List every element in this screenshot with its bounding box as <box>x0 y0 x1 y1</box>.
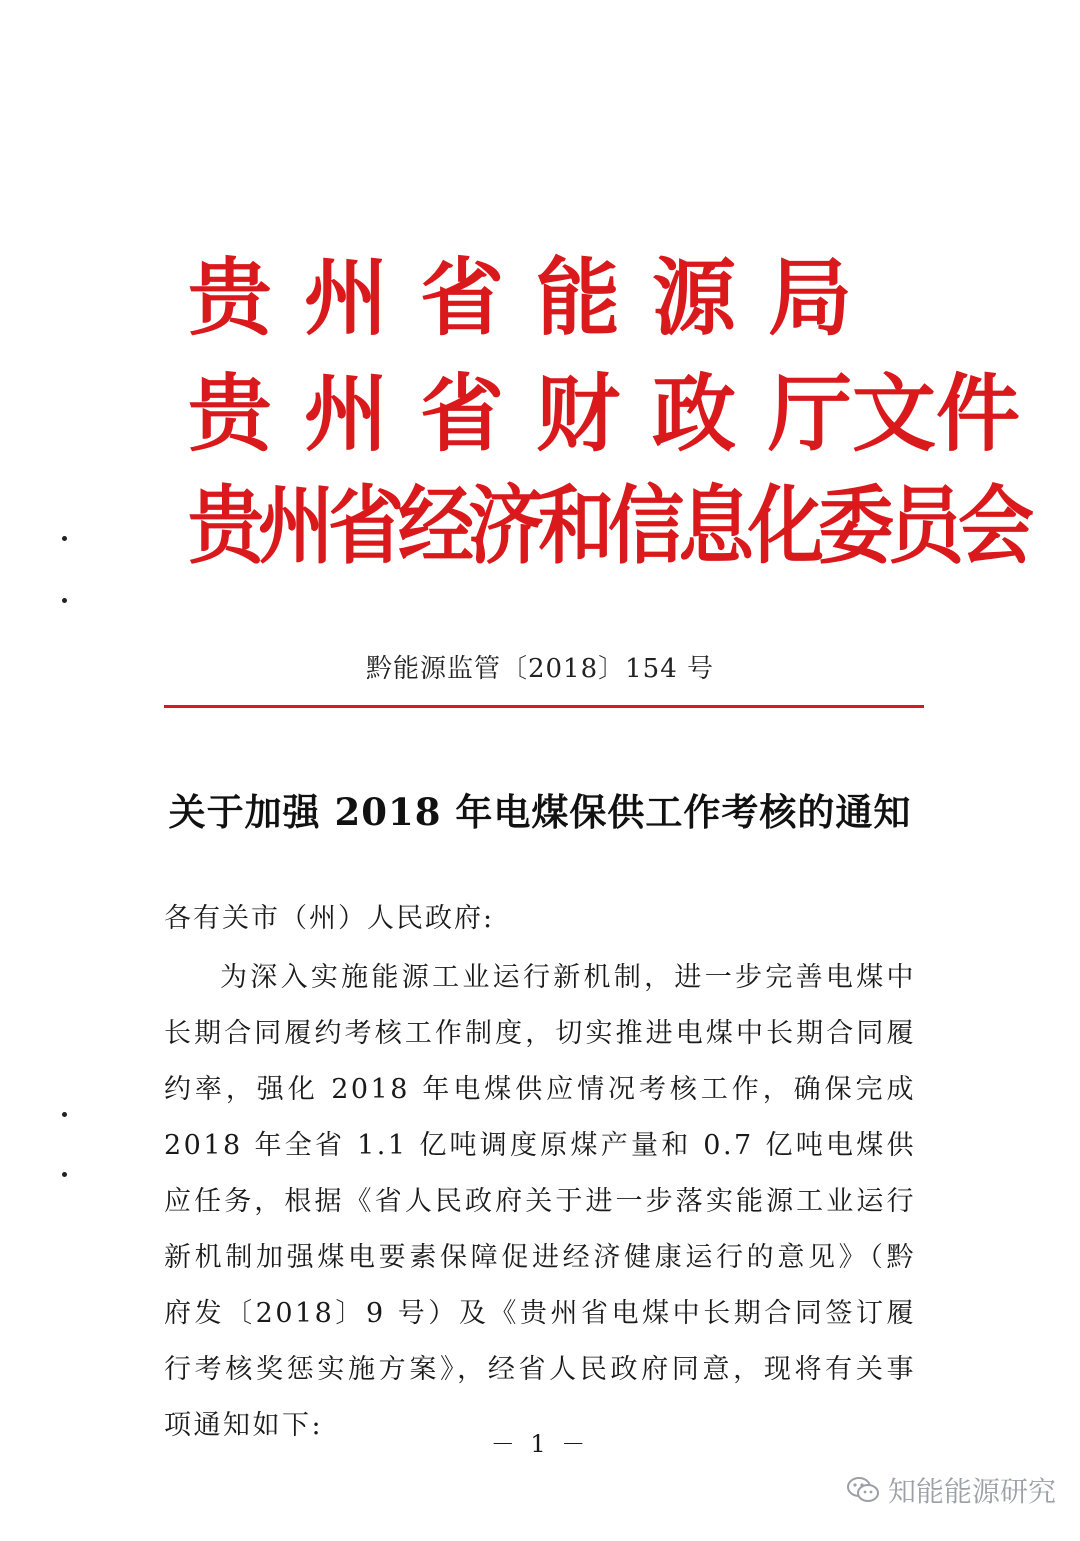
salutation: 各有关市（州）人民政府: <box>164 903 495 934</box>
issuer-document-suffix: 厅文件 <box>768 364 1021 463</box>
issuer-line-finance-department <box>188 364 1021 463</box>
binding-mark <box>62 1172 67 1177</box>
binding-mark <box>62 1112 67 1117</box>
binding-mark <box>62 536 67 541</box>
watermark <box>846 1470 1056 1510</box>
issuer-finance-name: 贵州省财政 <box>188 364 769 463</box>
binding-mark <box>62 598 67 603</box>
document-title: 关于加强 2018 年电煤保供工作考核的通知 <box>168 790 912 834</box>
doc-number: 黔能源监管〔2018〕154 号 <box>365 654 715 684</box>
body-paragraph: 为深入实施能源工业运行新机制，进一步完善电煤中长期合同履约考核工作制度，切实推进电煤中长期合同履约率，强化 2018 年电煤供应情况考核工作，确保完成 2018 年全省 1.1 亿吨调度原煤产量和 0.7 亿吨电煤供应任务，根据《省人民政府关于进一步落实能源工业运行新机制加强煤电要素保障促进经济健康运行的意见》（黔府发〔2018〕9 号）及《贵州省电煤中长期合同签订履行考核奖惩实施方案》，经省人民政府同意，现将有关事项通知如下: <box>164 962 916 1441</box>
issuer-line-economic-committee: 贵州省经济和信息化委员会 <box>188 476 1028 576</box>
wechat-icon <box>846 1476 880 1504</box>
issuer-line-energy-bureau: 贵州省能源局 <box>188 248 885 347</box>
red-divider <box>164 705 924 708</box>
watermark-text: 知能能源研究 <box>888 1475 1057 1508</box>
page-number: － 1 － <box>490 1430 590 1458</box>
